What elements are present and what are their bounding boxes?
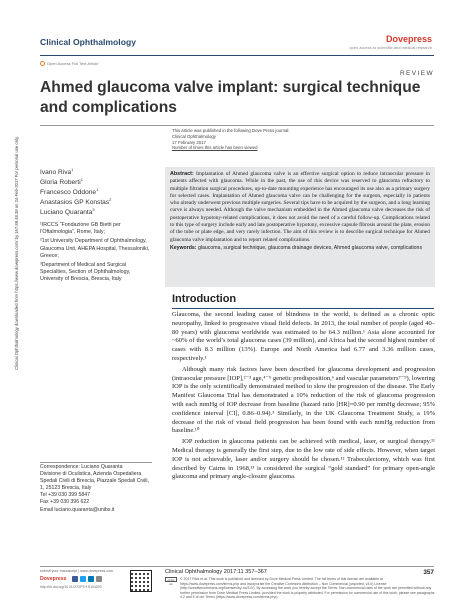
facebook-icon[interactable]	[72, 576, 78, 582]
affiliation: ²1st University Department of Ophthalmology, Glaucoma Unit, AHEPA Hospital, Thessaloniki, Greece;	[40, 238, 150, 259]
publication-info-line: This article was published in the following Dove Press journal:	[172, 128, 290, 133]
open-access-text: Open Access Full Text Article	[47, 61, 99, 66]
publication-info	[172, 128, 290, 151]
correspondence-name: Correspondence: Luciano Quaranta	[40, 464, 123, 470]
correspondence-email[interactable]: Email luciano.quaranta@unibs.it	[40, 506, 115, 513]
submit-manuscript-link[interactable]: submit your manuscript | www.dovepress.com	[40, 569, 114, 573]
email-icon[interactable]	[96, 576, 102, 582]
abstract-box	[165, 167, 435, 287]
journal-name: Clinical Ophthalmology	[40, 37, 136, 47]
share-panel	[40, 569, 125, 589]
article-title: Ahmed glaucoma valve implant: surgical technique and complications	[40, 79, 421, 116]
correspondence-fax: Fax +39 030 396 622	[40, 499, 90, 506]
download-watermark-text: Clinical Ophthalmology downloaded from https://www.dovepress.com/ by 167.89.48.38 on 24-Feb-2017 For personal use only.	[14, 136, 19, 370]
author: Ivano Riva$^1$	[40, 167, 74, 176]
article-type: REVIEW	[399, 70, 434, 77]
introduction-body	[172, 311, 435, 484]
correspondence-divider	[40, 462, 152, 463]
footer-divider	[40, 566, 434, 567]
affiliation: ³Department of Medical and Surgical Specialties, Section of Ophthalmology, University of Brescia, Brescia, Italy	[40, 262, 131, 283]
publisher-brand[interactable]	[349, 34, 432, 50]
author: Gloria Roberti$^1$	[40, 177, 83, 186]
publisher-tagline: open access to scientific and medical research	[349, 45, 432, 50]
header-divider	[40, 55, 434, 56]
author: Anastasios GP Konstas$^2$	[40, 197, 112, 206]
author: Francesco Oddone$^1$	[40, 187, 99, 196]
correspondence-tel: Tel +39 030 399 5847	[40, 492, 91, 499]
author: Luciano Quaranta$^3$	[40, 207, 95, 216]
title-divider	[40, 125, 434, 126]
keywords: Keywords: glaucoma, surgical technique, glaucoma drainage devices, Ahmed glaucoma valve, complications	[170, 244, 423, 251]
body-paragraph: Glaucoma, the second leading cause of blindness in the world, is defined as a chronic optic neuropathy, linked to progressive visual field defects. In 2013, the total number of people (aged 40–80 years) with glaucoma worldwide was estimated to be 64.3 million.¹ Asia alone accounted for ~60% of the world’s total glaucoma cases (39 million), and Africa had the second highest number of cases with 8.3 million (13%). Europe and North America had 6.77 and 3.36 million cases, respectively.¹	[172, 311, 435, 362]
page-number: 357	[423, 569, 434, 576]
cc-license-icon: cc by nc	[165, 577, 177, 582]
body-paragraph: Although many risk factors have been described for glaucoma development and progression (intraocular pressure [IOP],²⁻³ age,⁴⁻⁵ genetic predisposition,⁶ and vascular parameters⁷⁻⁹), lowering IOP is the only scientifically demonstrated method to slow the progression of the disease. The Early Manifest Glaucoma Trial has demonstrated a 10% reduction of the risk of glaucoma progression with each mmHg of IOP decrease from baseline (hazard ratio [HR]=0.90 per mmHg decrease; 95% confidence interval [CI], 0.86–0.94).³ Similarly, in the UK Glaucoma Treatment Study, a 19% decrease of the risk of visual field progression has been found with each mmHg reduction from baseline.¹⁰	[172, 365, 435, 435]
open-access-icon	[40, 61, 45, 66]
qr-code-icon	[130, 570, 152, 592]
introduction-heading: Introduction	[172, 293, 237, 305]
journal-reference: Clinical Ophthalmology 2017:11 357–367	[165, 569, 267, 575]
affiliation: ¹IRCCS “Fondazione GB Bietti per l’Oftalmologia”, Rome, Italy;	[40, 222, 121, 236]
linkedin-icon[interactable]	[88, 576, 94, 582]
footer-brand: Dovepress	[40, 576, 67, 582]
correspondence-address: Divisione di Oculistica, Azienda Ospedaliera Spedali Civili di Brescia, Piazzale Spedali Civili, 1, 25123 Brescia, Italy	[40, 471, 149, 492]
affiliations	[40, 222, 152, 286]
publisher-logo: Dovepress	[385, 34, 432, 44]
twitter-icon[interactable]	[80, 576, 86, 582]
share-icons	[40, 576, 125, 582]
open-access-label	[40, 61, 99, 66]
license-text: © 2017 Riva et al. This work is published and licensed by Dove Medical Press Limited. The full terms of this license are available at https://www.dovepress.com/terms.php and incorporate the Creative Commons Attribution – Non Commercial (unported, v3.0) License (http://creativecommons.org/licenses/by-nc/3.0/). By accessing the work you hereby accept the Terms. Non-commercial uses of the work are permitted without any further permission from Dove Medical Press Limited, provided the work is properly attributed. For permission for commercial use of this work, please see paragraphs 4.2 and 5 of our Terms (https://www.dovepress.com/terms.php).	[180, 577, 435, 600]
citation-block	[165, 569, 435, 600]
publication-date: 17 February 2017	[172, 139, 206, 145]
abstract-text: Abstract: Implantation of Ahmed glaucoma valve is an effective surgical option to reduce intraocular pressure in patients affected with glaucoma. While in the past, the use of this device was reserved to glaucoma refractory to multiple filtration surgical procedures, up-to-date mounting experience has encouraged its use also as a primary surgery for selected cases. Implantation of Ahmed glaucoma valve can be challenging for the surgeon, especially in patients who already underwent previous multiple surgeries. Several tips have to be acquired by the surgeon, and a long learning curve is always needed. Although the valve mechanism embedded in the Ahmed glaucoma valve decreases the risk of postoperative hypotony-related complications, it does not avoid the need of a careful follow-up. Complications related to this type of surgery include early and late postoperative hypotony, excessive capsule fibrosis around the plate, erosion of the tube or plate edge, and very rarely infection. The aim of this review is to describe surgical technique for Ahmed glaucoma valve implantation and to report related complications.	[170, 171, 430, 243]
correspondence	[40, 464, 152, 514]
author-list	[40, 168, 111, 218]
views-link[interactable]: Number of times this article has been viewed	[172, 145, 258, 151]
doi-link[interactable]: http://dx.doi.org/10.2147/OPTH.S104293	[40, 585, 102, 589]
publication-journal: Clinical Ophthalmology	[172, 133, 216, 139]
download-watermark	[2, 110, 32, 410]
body-paragraph: IOP reduction in glaucoma patients can be achieved with medical, laser, or surgical therapy.¹¹ Medical therapy is generally the first step, due to the low rate of side effects. However, when target IOP is not achievable, laser and/or surgery should be chosen.¹² Trabeculectomy, which was first described by Cairns in 1968,¹³ is considered the surgical “gold standard” for primary open-angle glaucoma and primary angle-closure glaucoma.	[172, 438, 435, 481]
license	[165, 577, 435, 600]
section-divider	[172, 308, 434, 309]
